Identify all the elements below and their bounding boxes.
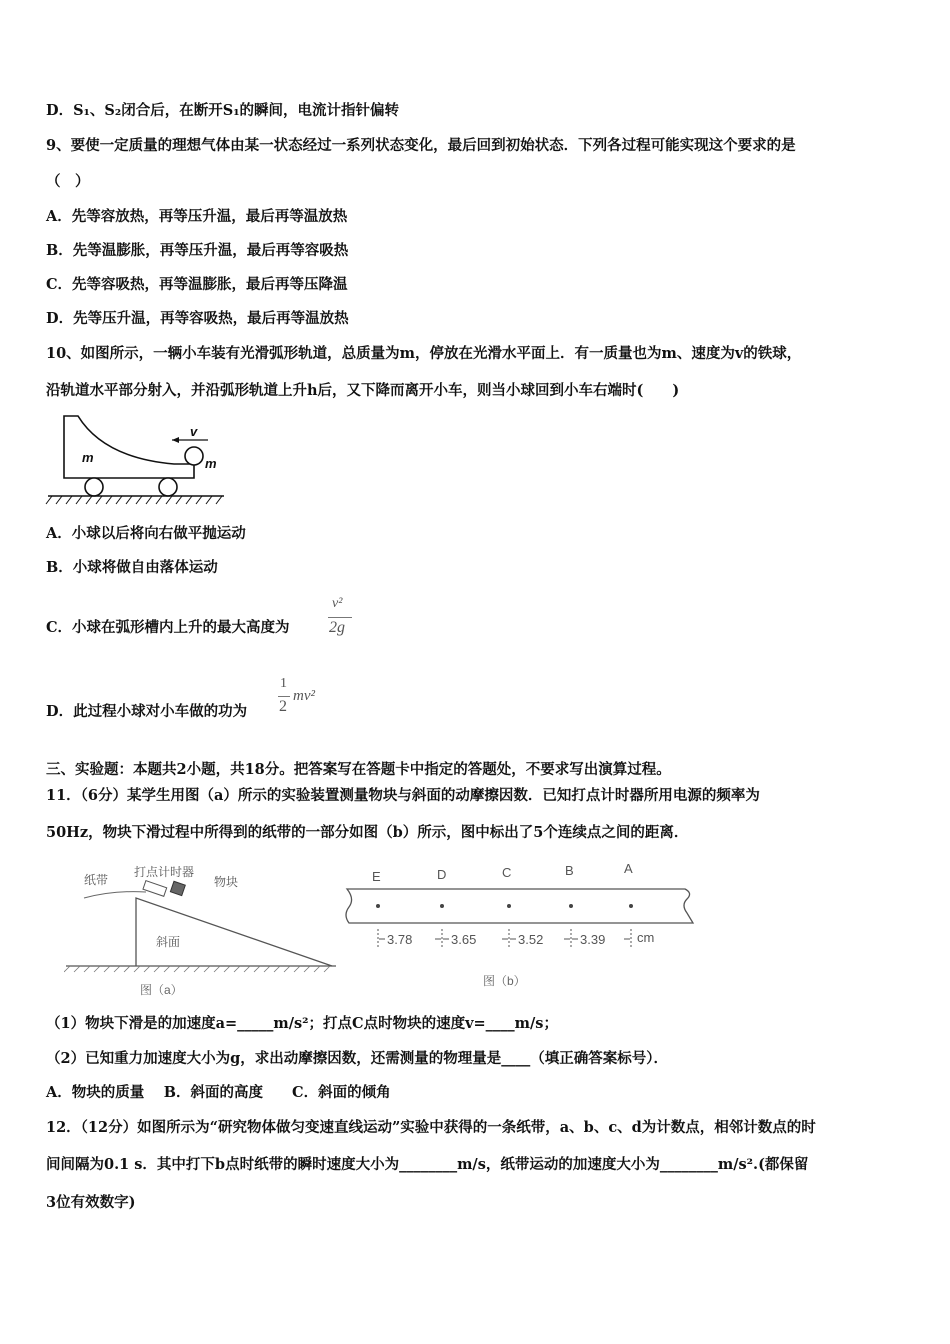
formula-d-bar (278, 696, 290, 697)
q9-option-a: A．先等容放热，再等压升温，最后再等温放热 (46, 208, 348, 225)
velocity-label: v (190, 424, 198, 439)
block (170, 881, 185, 895)
label-a: A (624, 861, 633, 876)
q9-stem: 9、要使一定质量的理想气体由某一状态经过一系列状态变化，最后回到初始状态．下列各过程可能实现这个要求的是 (46, 137, 796, 154)
formula-c-denominator: 2g (329, 619, 345, 636)
tape-outline (346, 889, 693, 923)
formula-d-numerator: 1 (280, 676, 287, 691)
q8-option-d: D．S₁、S₂闭合后，在断开S₁的瞬间，电流计指针偏转 (46, 102, 400, 119)
velocity-arrowhead (172, 437, 179, 443)
q10-option-c: C．小球在弧形槽内上升的最大高度为 (46, 619, 290, 636)
distance-ed: 3.78 (387, 932, 413, 947)
q9-option-b: B．先等温膨胀，再等压升温，最后再等容吸热 (46, 242, 349, 259)
q11-stem-cont: 50Hz，物块下滑过程中所得到的纸带的一部分如图（b）所示，图中标出了5个连续点之间的距离． (46, 824, 689, 841)
cart-track-figure (44, 410, 229, 508)
formula-v2-over-2g (326, 596, 356, 642)
iron-ball (185, 447, 203, 465)
label-e: E (372, 869, 381, 884)
formula-d-denominator: 2 (279, 698, 287, 715)
q11-options: A．物块的质量 B．斜面的高度 C．斜面的倾角 (46, 1084, 391, 1101)
tape-point-c (507, 904, 511, 908)
label-d: D (437, 867, 447, 882)
incline-ground-hatch (64, 966, 330, 972)
tape-label: 纸带 (84, 873, 109, 887)
ball-mass-label: m (205, 456, 217, 471)
formula-half-mv2 (277, 676, 337, 722)
figure-a-caption: 图（a） (140, 983, 183, 997)
incline-slope (136, 898, 332, 966)
q10-stem: 10、如图所示，一辆小车装有光滑弧形轨道，总质量为m，停放在光滑水平面上．有一质量也为m、速度为v的铁球， (46, 345, 802, 362)
timer-label: 打点计时器 (134, 865, 195, 879)
formula-c-bar (328, 617, 352, 618)
cart-mass-label: m (82, 450, 94, 465)
tape-figure (343, 855, 703, 997)
slope-label: 斜面 (156, 935, 181, 949)
label-b: B (565, 863, 574, 878)
tape-point-b (569, 904, 573, 908)
distance-ba: 3.39 (580, 932, 606, 947)
formula-d-tail: mv² (293, 688, 315, 704)
q10-stem-cont: 沿轨道水平部分射入，并沿弧形轨道上升h后，又下降而离开小车，则当小球回到小车右端时( ) (46, 382, 680, 399)
q12-stem-cont: 间间隔为0.1 s．其中打下b点时纸带的瞬时速度大小为________m/s，纸带运动的加速度大小为________m/s².(都保留 (46, 1156, 809, 1173)
q9-option-c: C．先等容吸热，再等温膨胀，最后再等压降温 (46, 276, 348, 293)
paper-tape (84, 892, 146, 898)
q11-stem: 11．（6分）某学生用图（a）所示的实验装置测量物块与斜面的动摩擦因数．已知打点计时器所用电源的频率为 (46, 787, 760, 804)
q11-part1: （1）物块下滑是的加速度a=_____m/s²；打点C点时物块的速度v=____m/s； (46, 1015, 558, 1032)
distance-dc: 3.65 (451, 932, 477, 947)
q9-bracket: （ ） (46, 173, 90, 190)
section-3-heading: 三、实验题：本题共2小题，共18分。把答案写在答题卡中指定的答题处，不要求写出演算过程。 (46, 761, 671, 778)
distance-unit: cm (637, 930, 655, 945)
tape-point-d (440, 904, 444, 908)
label-c: C (502, 865, 512, 880)
q10-option-a: A．小球以后将向右做平抛运动 (46, 525, 246, 542)
formula-c-numerator: v² (332, 596, 343, 611)
tape-point-e (376, 904, 380, 908)
cart-body (64, 416, 194, 478)
q11-part2: （2）已知重力加速度大小为g，求出动摩擦因数，还需测量的物理量是____（填正确答案标号）． (46, 1050, 668, 1067)
distance-cb: 3.52 (518, 932, 544, 947)
ground-hatch (46, 496, 222, 504)
q10-option-b: B．小球将做自由落体运动 (46, 559, 218, 576)
incline-figure (64, 860, 339, 1002)
spark-timer (143, 881, 167, 897)
cart-wheel-right (159, 478, 177, 496)
q10-option-d: D．此过程小球对小车做的功为 (46, 703, 248, 720)
block-label: 物块 (214, 875, 239, 889)
cart-wheel-left (85, 478, 103, 496)
q12-stem: 12．（12分）如图所示为“研究物体做匀变速直线运动”实验中获得的一条纸带，a、b、c、d为计数点，相邻计数点的时 (46, 1119, 816, 1136)
figure-b-caption: 图（b） (483, 974, 526, 988)
tape-point-a (629, 904, 633, 908)
q9-option-d: D．先等压升温，再等容吸热，最后再等温放热 (46, 310, 349, 327)
q12-stem-end: 3位有效数字) (46, 1194, 136, 1211)
